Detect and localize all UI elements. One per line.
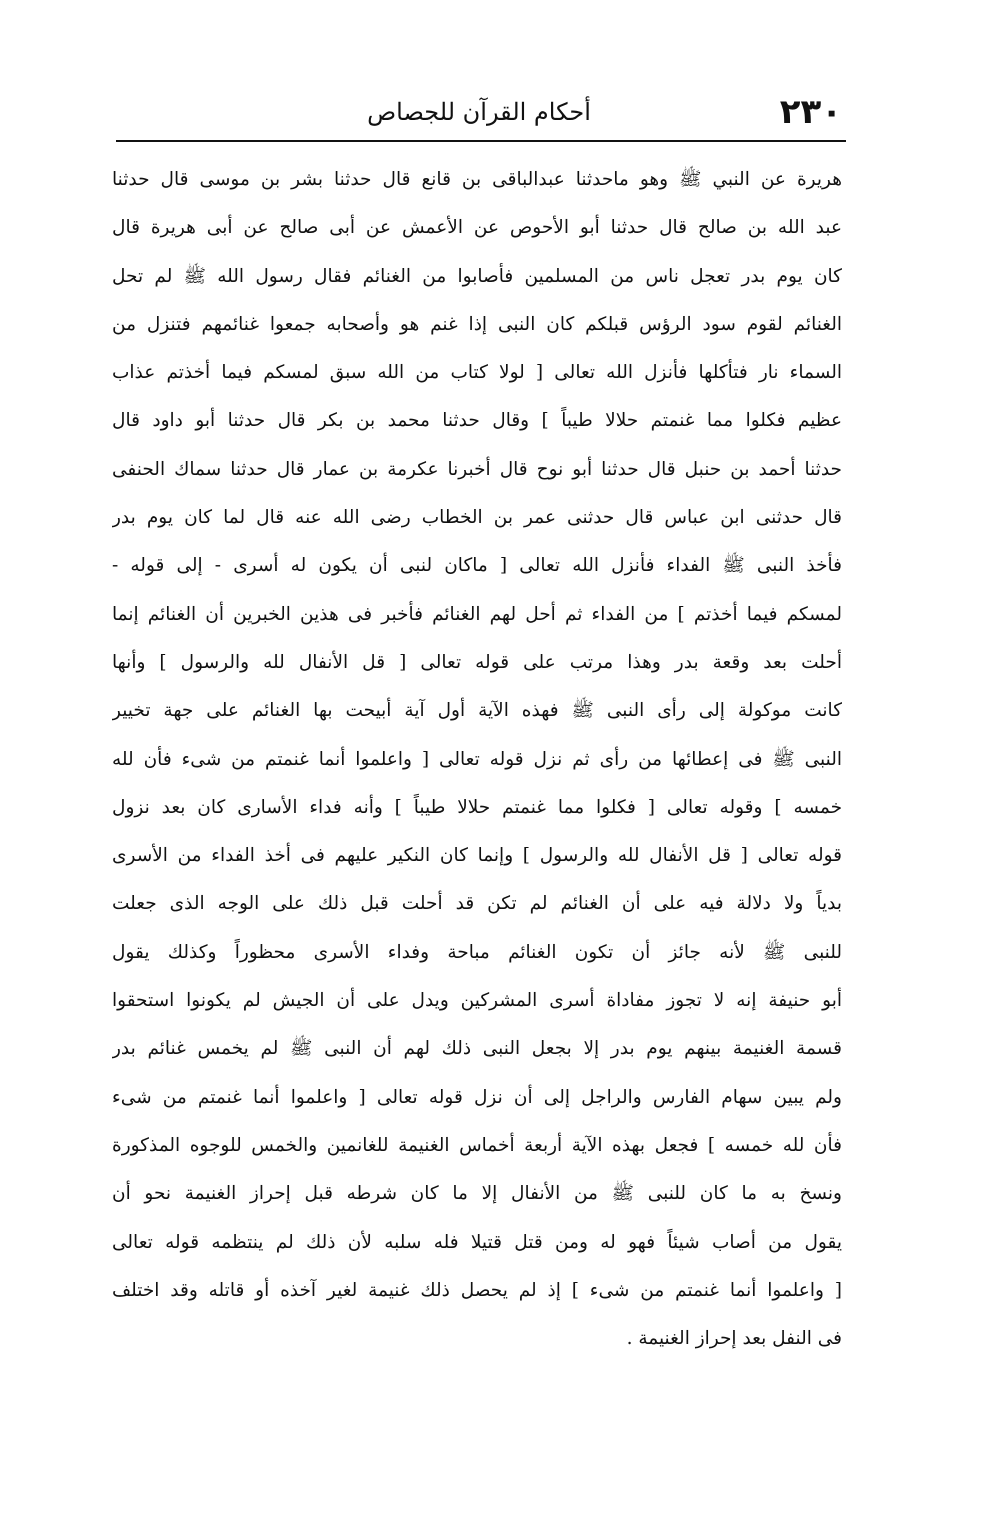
text-line: كانت موكولة إلى رأى النبى ﷺ فهذه الآية أول آية أبيحت بها الغنائم على جهة تخيير: [112, 700, 842, 722]
text-line: للنبى ﷺ لأنه جائز أن تكون الغنائم مباحة وفداء الأسرى محظوراً وكذلك يقول: [112, 941, 842, 963]
text-line: فأخذ النبى ﷺ الفداء فأنزل الله تعالى [ ماكان لنبى أن يكون له أسرى - إلى قوله -: [112, 555, 842, 577]
header-divider: [116, 140, 846, 142]
text-line: كان يوم بدر تعجل ناس من المسلمين فأصابوا من الغنائم فقال رسول الله ﷺ لم تحل: [112, 265, 842, 287]
text-line: ونسخ به ما كان للنبى ﷺ من الأنفال إلا ما كان شرطه قبل إحراز الغنيمة نحو أن: [112, 1183, 842, 1205]
text-line: خمسه ] وقوله تعالى [ فكلوا مما غنمتم حلالا طيباً ] وأنه فداء الأسارى كان بعد نزول: [112, 796, 842, 818]
text-line: [ واعلموا أنما غنمتم من شىء ] إذ لم يحصل ذلك غنيمة لغير آخذه أو قاتله وقد اختلف: [112, 1279, 842, 1301]
text-line: قسمة الغنيمة بينهم يوم بدر إلا بجعل النبى ذلك لهم أن النبى ﷺ لم يخمس غنائم بدر: [112, 1038, 842, 1060]
text-line: قوله تعالى [ قل الأنفال لله والرسول ] وإنما كان النكير عليهم فى أخذ الفداء من الأسرى: [112, 845, 842, 867]
text-line: حدثنا أحمد بن حنبل قال حدثنا أبو نوح قال أخبرنا عكرمة بن عمار قال حدثنا سماك الحنفى: [112, 458, 842, 480]
page-header: [116, 88, 842, 138]
page-number: ٢٣٠: [779, 92, 842, 132]
text-line: السماء نار فتأكلها فأنزل الله تعالى [ لولا كتاب من الله سبق لمسكم فيما أخذتم عذاب: [112, 362, 842, 384]
text-line: قال حدثنى ابن عباس قال حدثنى عمر بن الخطاب رضى الله عنه قال لما كان يوم بدر: [112, 507, 842, 529]
text-line: عبد الله بن صالح قال حدثنا أبو الأحوص عن الأعمش عن أبى صالح عن أبى هريرة قال: [112, 217, 842, 239]
text-line: بدياً ولا دلالة فيه على أن الغنائم لم تكن قد أحلت قبل ذلك على الوجه الذى جعلت: [112, 893, 842, 915]
text-line: يقول من أصاب شيئاً فهو له ومن قتل قتيلا فله سلبه لأن ذلك لم ينتظمه قوله تعالى: [112, 1231, 842, 1253]
running-title: أحكام القرآن للجصاص: [367, 98, 591, 126]
body-text: [112, 156, 842, 1363]
text-line: أحلت بعد وقعة بدر وهذا مرتب على قوله تعالى [ قل الأنفال لله والرسول ] وأنها: [112, 651, 842, 673]
text-line: النبى ﷺ فى إعطائها من رأى ثم نزل قوله تعالى [ واعلموا أنما غنمتم من شىء فأن لله: [112, 748, 842, 770]
text-line: فأن لله خمسه ] فجعل بهذه الآية أربعة أخماس الغنيمة للغانمين والخمس للوجوه المذكورة: [112, 1134, 842, 1156]
text-line: الغنائم لقوم سود الرؤس قبلكم كان النبى إذا غنم هو وأصحابه جمعوا غنائمهم فتنزل من: [112, 313, 842, 335]
text-line: أبو حنيفة إنه لا تجوز مفاداة أسرى المشركين ويدل على أن الجيش لم يكونوا استحقوا: [112, 990, 842, 1012]
text-line: لمسكم فيما أخذتم ] من الفداء ثم أحل لهم الغنائم فأخبر فى هذين الخبرين أن الغنائم إنما: [112, 603, 842, 625]
text-line: ولم يبين سهام الفارس والراجل إلى أن نزل قوله تعالى [ واعلموا أنما غنمتم من شىء: [112, 1086, 842, 1108]
text-line: هريرة عن النبي ﷺ وهو ماحدثنا عبدالباقى بن قانع قال حدثنا بشر بن موسى قال حدثنا: [112, 169, 842, 190]
text-line: فى النفل بعد إحراز الغنيمة .: [626, 1328, 842, 1350]
text-line: عظيم فكلوا مما غنمتم حلالا طيباً ] وقال حدثنا محمد بن بكر قال حدثنا أبو داود قال: [112, 410, 842, 432]
